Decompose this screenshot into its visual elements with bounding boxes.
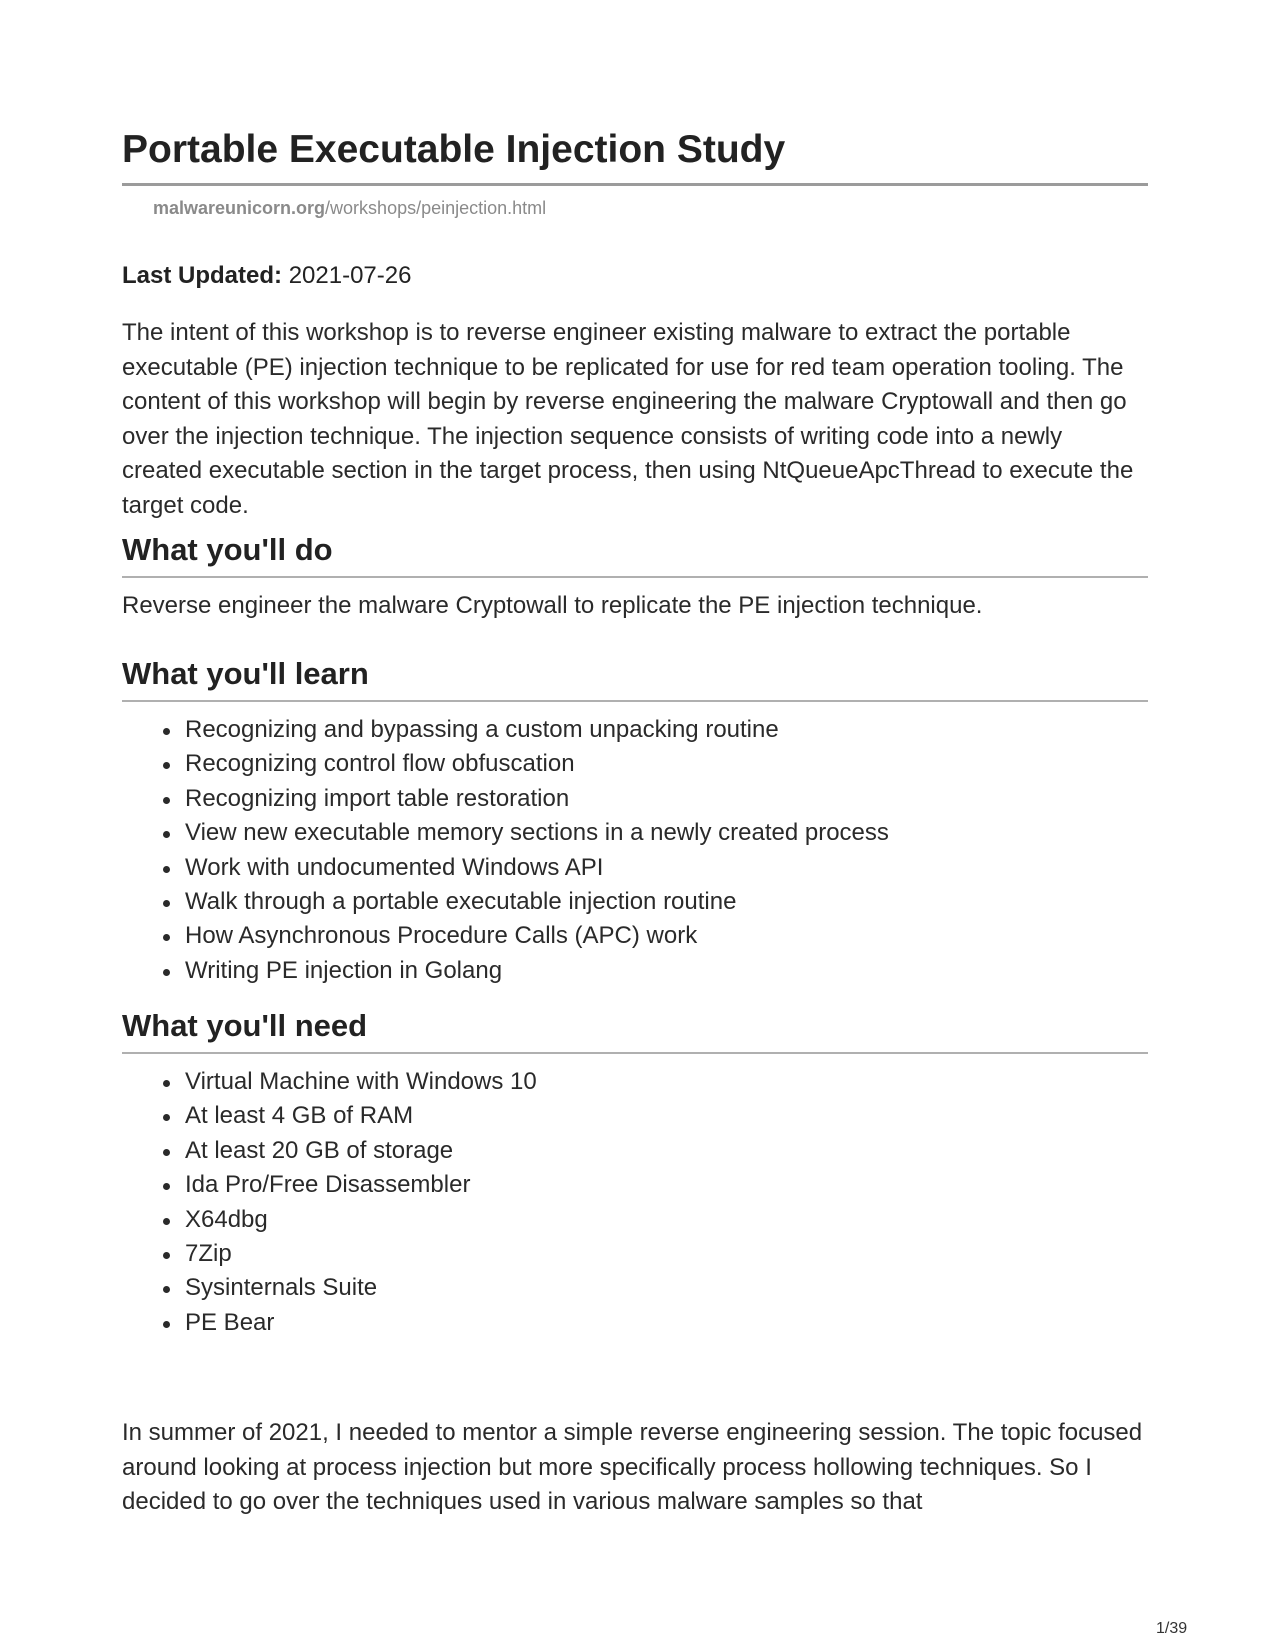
list-item-text: How Asynchronous Procedure Calls (APC) work: [185, 922, 698, 950]
bullet-icon: [163, 831, 170, 838]
list-item-text: Virtual Machine with Windows 10: [185, 1068, 537, 1095]
list-item: [122, 782, 889, 816]
list-item: [122, 1099, 537, 1133]
list-item: [122, 1203, 537, 1237]
list-item-text: Recognizing and bypassing a custom unpacking routine: [185, 716, 779, 743]
list-item-text: X64dbg: [185, 1205, 268, 1233]
source-url[interactable]: [153, 196, 546, 220]
need-list: [122, 1065, 537, 1340]
list-item: [122, 1134, 537, 1168]
list-item: [122, 919, 889, 953]
do-paragraph: Reverse engineer the malware Cryptowall to replicate the PE injection technique.: [122, 592, 983, 619]
source-domain: malwareunicorn.org: [153, 198, 326, 218]
list-item-text: Recognizing import table restoration: [185, 784, 570, 812]
heading-what-youll-need: What you'll need: [122, 1008, 368, 1043]
list-item: [122, 816, 889, 850]
list-item-text: PE Bear: [185, 1308, 275, 1336]
bullet-icon: [163, 1114, 170, 1121]
list-item: [122, 1168, 537, 1202]
last-updated-label: Last Updated:: [122, 262, 283, 289]
list-item: [122, 954, 889, 988]
page-title: Portable Executable Injection Study: [122, 128, 786, 171]
closing-paragraph: In summer of 2021, I needed to mentor a simple reverse engineering session. The topic focused around looking at process injection but more specifically process hollowing techniques. So I decided to go over the techniques used in various malware samples so that: [122, 1419, 1143, 1515]
list-item: [122, 1306, 537, 1340]
last-updated: [122, 260, 411, 292]
section-divider: [122, 576, 1148, 578]
page-number: 1/39: [1156, 1620, 1188, 1637]
heading-what-youll-do: What you'll do: [122, 532, 333, 567]
title-divider: [122, 183, 1148, 186]
list-item: [122, 747, 889, 781]
list-item-text: Walk through a portable executable injection routine: [185, 888, 737, 916]
list-item: [122, 713, 889, 747]
list-item-text: At least 4 GB of RAM: [185, 1102, 414, 1130]
bullet-icon: [163, 900, 170, 907]
learn-list: [122, 713, 889, 988]
bullet-icon: [163, 1218, 170, 1225]
bullet-icon: [163, 1183, 170, 1190]
intro-paragraph: The intent of this workshop is to reverse engineer existing malware to extract the portable executable (PE) injection technique to be replicated for use for red team operation tooling. The content of this workshop will begin by reverse engineering the malware Cryptowall and then go over the injection technique. The injection sequence consists of writing code into a newly created executable section in the target process, then using NtQueueApcThread to execute the target code.: [122, 319, 1134, 519]
list-item: [122, 851, 889, 885]
section-divider: [122, 1052, 1148, 1054]
list-item-text: View new executable memory sections in a newly created process: [185, 819, 889, 847]
bullet-icon: [163, 1286, 170, 1293]
list-item-text: Recognizing control flow obfuscation: [185, 750, 575, 778]
list-item: [122, 1065, 537, 1099]
list-item-text: Writing PE injection in Golang: [185, 956, 503, 984]
bullet-icon: [163, 1149, 170, 1156]
bullet-icon: [163, 1321, 170, 1328]
section-divider: [122, 700, 1148, 702]
list-item-text: Ida Pro/Free Disassembler: [185, 1171, 471, 1199]
bullet-icon: [163, 866, 170, 873]
list-item-text: Sysinternals Suite: [185, 1274, 378, 1302]
list-item: [122, 1271, 537, 1305]
heading-what-youll-learn: What you'll learn: [122, 656, 369, 691]
bullet-icon: [163, 762, 170, 769]
source-path: /workshops/peinjection.html: [325, 198, 547, 218]
list-item-text: 7Zip: [185, 1240, 232, 1268]
list-item-text: At least 20 GB of storage: [185, 1136, 454, 1164]
bullet-icon: [163, 969, 170, 976]
list-item: [122, 885, 889, 919]
last-updated-value: 2021-07-26: [288, 262, 412, 289]
bullet-icon: [163, 728, 170, 735]
list-item-text: Work with undocumented Windows API: [185, 853, 604, 881]
list-item: [122, 1237, 537, 1271]
bullet-icon: [163, 1080, 170, 1087]
bullet-icon: [163, 934, 170, 941]
bullet-icon: [163, 1252, 170, 1259]
bullet-icon: [163, 797, 170, 804]
